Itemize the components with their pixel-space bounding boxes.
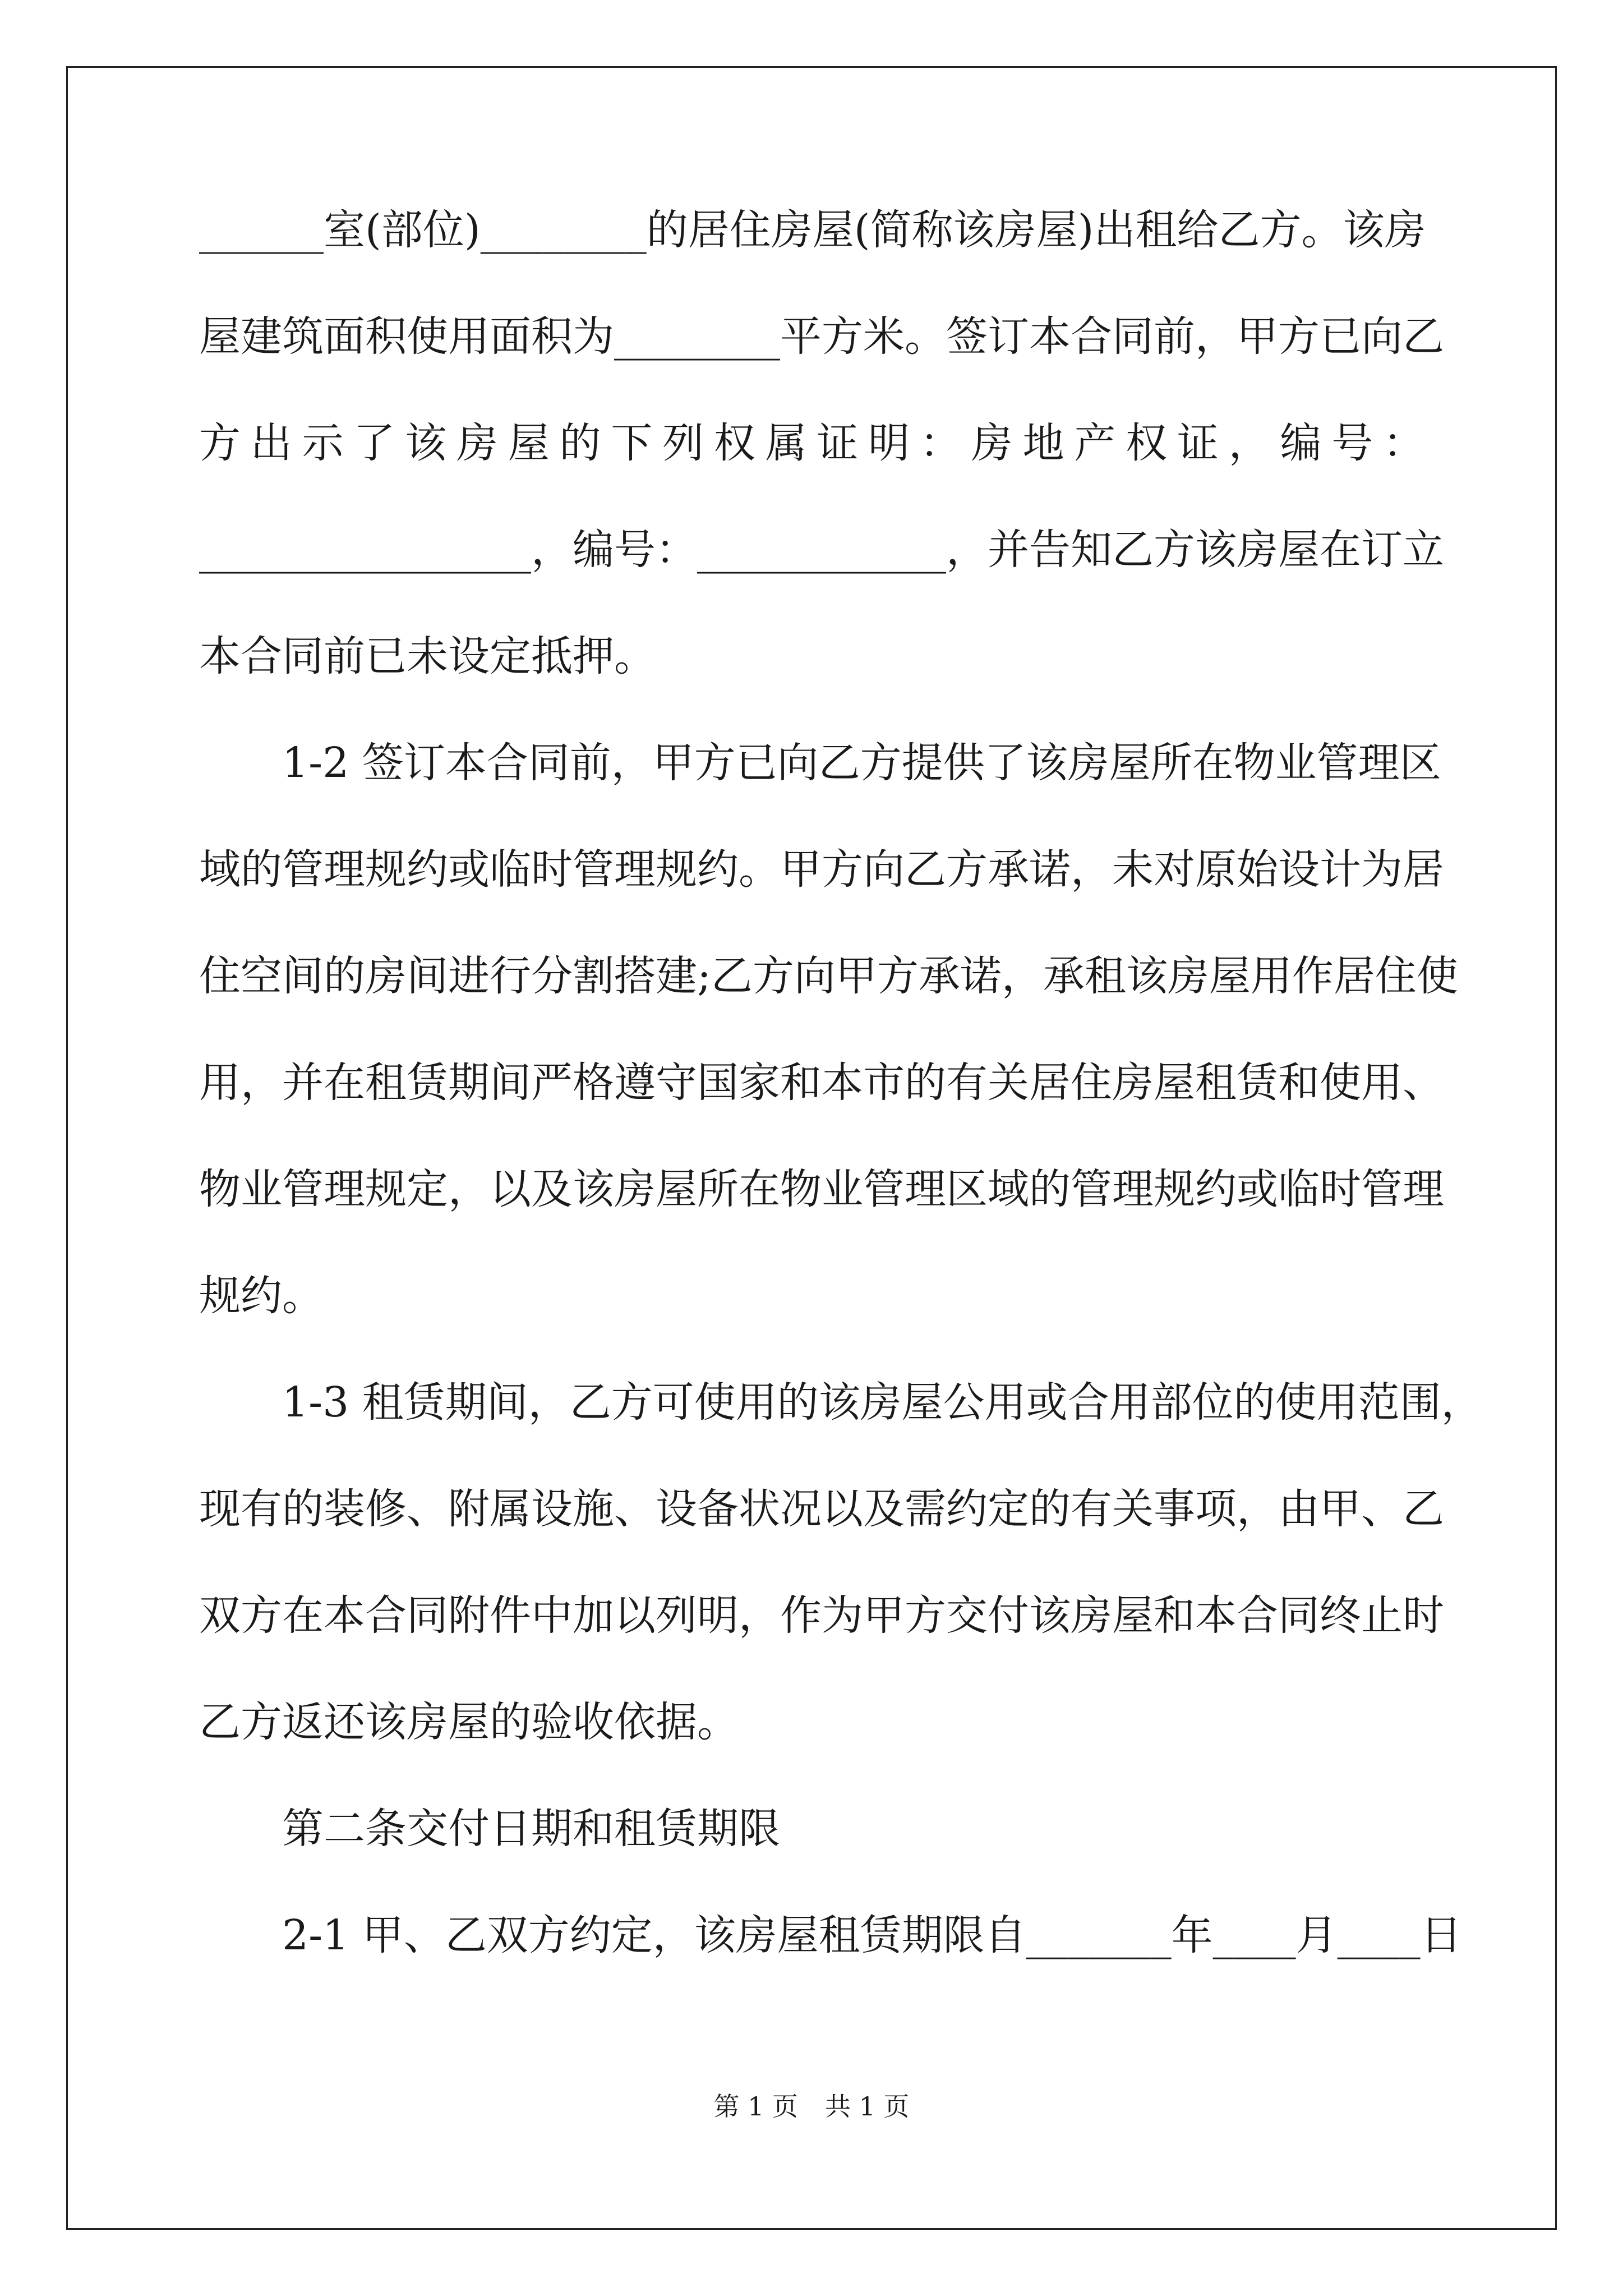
text-line: 规约。 xyxy=(199,1272,324,1320)
page-footer xyxy=(0,2090,1623,2123)
text-line: 物业管理规定，以及该房屋所在物业管理区域的管理规约或临时管理 xyxy=(199,1165,1444,1213)
text-line: 用，并在租赁期间严格遵守国家和本市的有关居住房屋租赁和使用、 xyxy=(199,1059,1444,1107)
text-line: ______室(部位)________的居住房屋(简称该房屋)出租给乙方。该房 xyxy=(199,206,1426,254)
text-line: ________________，编号：____________，并告知乙方该房屋在订立 xyxy=(199,526,1444,574)
text-line: 屋建筑面积使用面积为________平方米。签订本合同前，甲方已向乙 xyxy=(199,312,1444,361)
text-line: 本合同前已未设定抵押。 xyxy=(199,632,656,680)
text-line: 域的管理规约或临时管理规约。甲方向乙方承诺，未对原始设计为居 xyxy=(199,845,1444,894)
text-line: 方出示了该房屋的下列权属证明：房地产权证，编号： xyxy=(199,419,1424,467)
text-line: 1-2 签订本合同前，甲方已向乙方提供了该房屋所在物业管理区 xyxy=(199,739,1441,787)
page-total: 共 1 页 xyxy=(825,2091,910,2122)
text-line: 乙方返还该房屋的验收依据。 xyxy=(199,1698,739,1746)
section-heading: 第二条交付日期和租赁期限 xyxy=(199,1805,780,1853)
text-line: 2-1 甲、乙双方约定，该房屋租赁期限自_______年____月____日 xyxy=(199,1911,1462,1959)
text-line: 住空间的房间进行分割搭建;乙方向甲方承诺，承租该房屋用作居住使 xyxy=(199,952,1458,1000)
text-line: 双方在本合同附件中加以列明，作为甲方交付该房屋和本合同终止时 xyxy=(199,1591,1444,1640)
page-number: 第 1 页 xyxy=(713,2091,798,2122)
text-line: 现有的装修、附属设施、设备状况以及需约定的有关事项，由甲、乙 xyxy=(199,1485,1444,1533)
text-line: 1-3 租赁期间，乙方可使用的该房屋公用或合用部位的使用范围， xyxy=(199,1378,1483,1427)
